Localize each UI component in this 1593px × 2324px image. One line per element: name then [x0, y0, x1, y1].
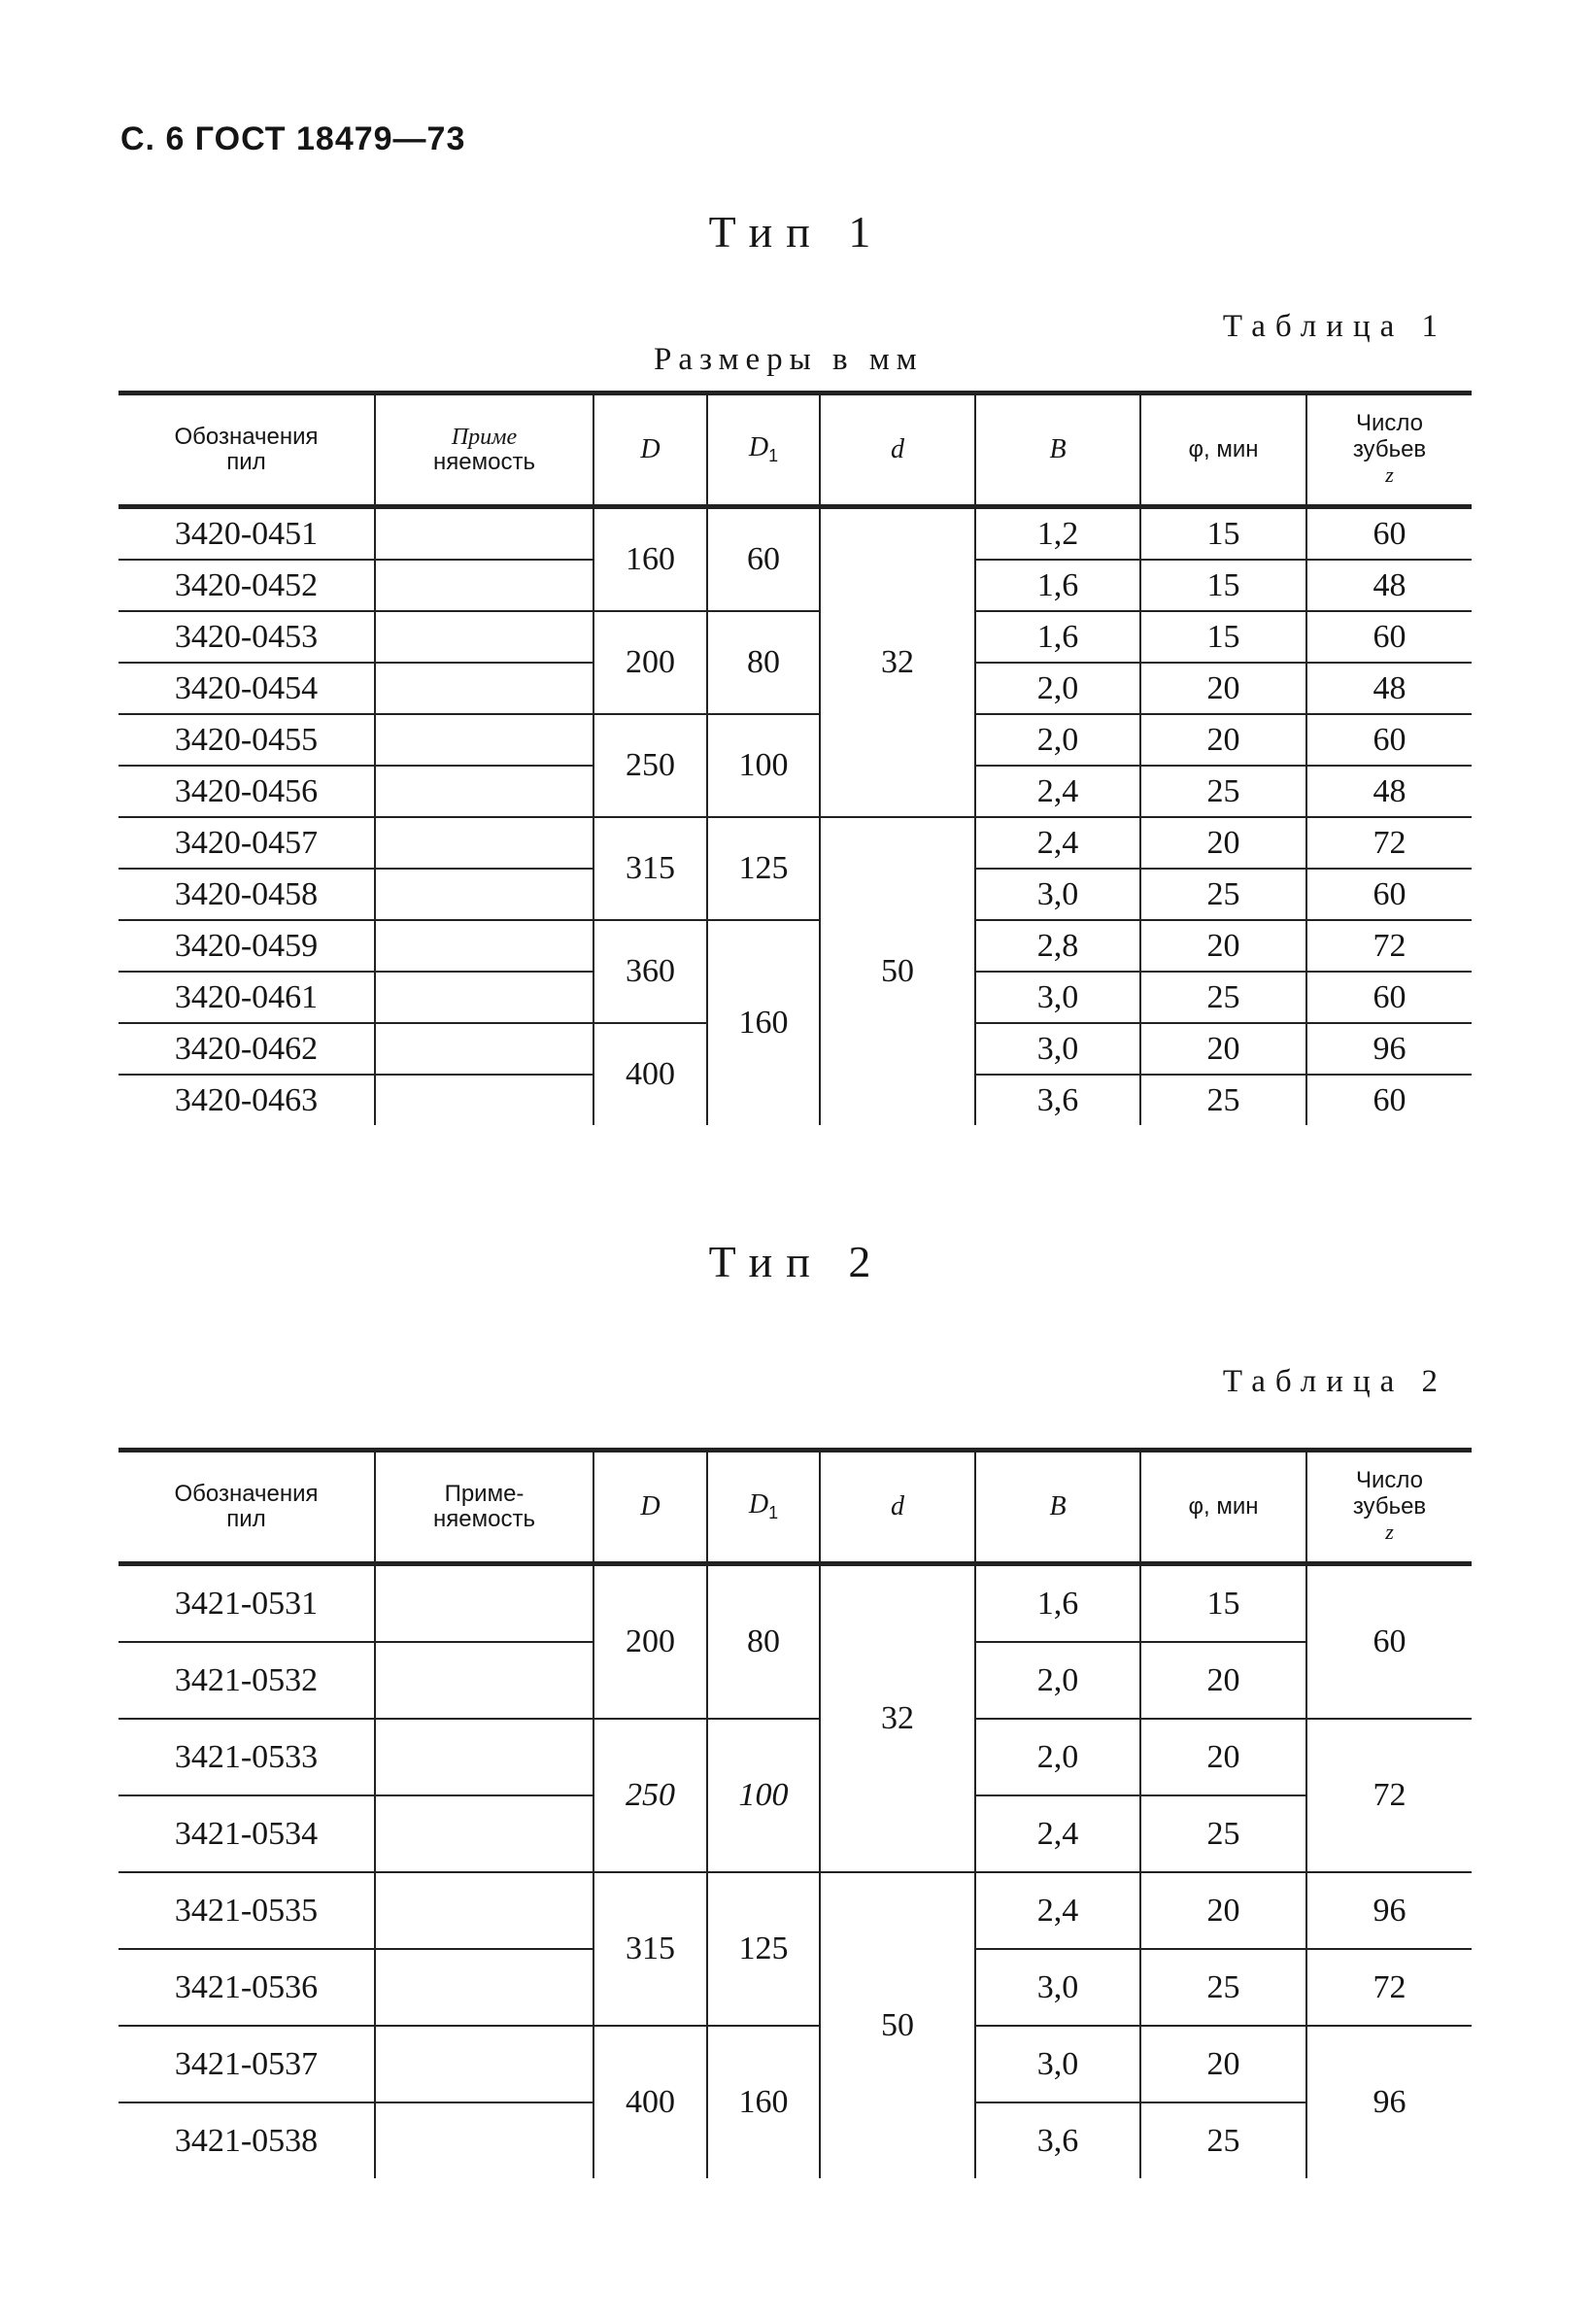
- col-B: B: [975, 393, 1140, 507]
- D-cell: 360: [593, 920, 707, 1023]
- z-cell: 48: [1306, 560, 1472, 611]
- table-row: [119, 611, 1472, 663]
- table-row: [119, 817, 1472, 869]
- D1-cell: 100: [707, 714, 820, 817]
- D1-cell: 80: [707, 611, 820, 714]
- B-cell: 2,0: [975, 1719, 1140, 1795]
- applicability-cell: [375, 766, 593, 817]
- table-1-header-row: [119, 393, 1472, 507]
- applicability-cell: [375, 714, 593, 766]
- applicability-cell: [375, 869, 593, 920]
- z-cell: 60: [1306, 1564, 1472, 1720]
- designation-cell: 3421-0536: [119, 1949, 375, 2026]
- designation-cell: 3421-0537: [119, 2026, 375, 2102]
- B-cell: 2,0: [975, 663, 1140, 714]
- phi-cell: 25: [1140, 1075, 1306, 1125]
- phi-cell: 20: [1140, 1642, 1306, 1719]
- z-cell: 60: [1306, 611, 1472, 663]
- D-cell: 315: [593, 1872, 707, 2026]
- table-row: [119, 1719, 1472, 1795]
- designation-cell: 3421-0535: [119, 1872, 375, 1949]
- D-cell: 250: [593, 714, 707, 817]
- B-cell: 3,0: [975, 869, 1140, 920]
- table-row: [119, 920, 1472, 972]
- col-D: D: [593, 393, 707, 507]
- phi-cell: 15: [1140, 507, 1306, 561]
- applicability-cell: [375, 1075, 593, 1125]
- col-D: D: [593, 1451, 707, 1564]
- designation-cell: 3421-0531: [119, 1564, 375, 1643]
- phi-cell: 25: [1140, 1795, 1306, 1872]
- col-applicability: Приме няемость: [375, 393, 593, 507]
- B-cell: 3,0: [975, 1949, 1140, 2026]
- D-cell: 200: [593, 1564, 707, 1720]
- table-row: [119, 714, 1472, 766]
- designation-cell: 3421-0532: [119, 1642, 375, 1719]
- col-D1: $D_1$: [707, 1451, 820, 1564]
- B-cell: 2,0: [975, 1642, 1140, 1719]
- designation-cell: 3420-0462: [119, 1023, 375, 1075]
- designation-cell: 3420-0456: [119, 766, 375, 817]
- phi-cell: 25: [1140, 2102, 1306, 2178]
- table-2: [119, 1448, 1472, 2178]
- col-designation: Обозначения пил: [174, 423, 319, 475]
- designation-cell: 3420-0455: [119, 714, 375, 766]
- designation-cell: 3420-0459: [119, 920, 375, 972]
- D-cell: 400: [593, 2026, 707, 2178]
- col-phi: φ, мин: [1140, 1451, 1306, 1564]
- applicability-cell: [375, 2026, 593, 2102]
- col-applicability: Приме- няемость: [375, 1451, 593, 1564]
- applicability-cell: [375, 920, 593, 972]
- applicability-cell: [375, 1719, 593, 1795]
- B-cell: 2,4: [975, 1872, 1140, 1949]
- phi-cell: 20: [1140, 1719, 1306, 1795]
- B-cell: 3,0: [975, 972, 1140, 1023]
- table-1: [119, 391, 1472, 1125]
- B-cell: 2,4: [975, 766, 1140, 817]
- D-cell: 400: [593, 1023, 707, 1125]
- table-2-header-row: [119, 1451, 1472, 1564]
- col-d: d: [820, 1451, 975, 1564]
- section-title-type-1: Тип 1: [708, 207, 885, 256]
- B-cell: 2,0: [975, 714, 1140, 766]
- z-cell: 72: [1306, 1719, 1472, 1872]
- B-cell: 2,4: [975, 817, 1140, 869]
- phi-cell: 15: [1140, 1564, 1306, 1643]
- applicability-cell: [375, 1795, 593, 1872]
- table-row: [119, 1872, 1472, 1949]
- designation-cell: 3420-0451: [119, 507, 375, 561]
- z-cell: 60: [1306, 1075, 1472, 1125]
- B-cell: 1,6: [975, 560, 1140, 611]
- phi-cell: 20: [1140, 817, 1306, 869]
- page-header: С. 6 ГОСТ 18479—73: [120, 120, 466, 157]
- designation-cell: 3420-0463: [174, 1081, 319, 1118]
- designation-cell: 3420-0454: [119, 663, 375, 714]
- B-cell: 1,6: [975, 1564, 1140, 1643]
- col-teeth: Число зубьев z: [1306, 393, 1472, 507]
- designation-cell: 3421-0534: [119, 1795, 375, 1872]
- phi-cell: 25: [1140, 972, 1306, 1023]
- z-cell: 60: [1306, 869, 1472, 920]
- designation-cell: 3420-0457: [119, 817, 375, 869]
- D-cell: 200: [593, 611, 707, 714]
- phi-cell: 20: [1140, 663, 1306, 714]
- applicability-cell: [375, 1872, 593, 1949]
- D-cell: 160: [593, 507, 707, 612]
- col-designation: Обозначения пил: [174, 1480, 319, 1532]
- d-cell: 50: [820, 1872, 975, 2178]
- applicability-cell: [375, 817, 593, 869]
- B-cell: 3,0: [975, 1023, 1140, 1075]
- B-cell: 1,2: [975, 507, 1140, 561]
- applicability-cell: [375, 507, 593, 561]
- B-cell: 3,0: [975, 2026, 1140, 2102]
- D1-cell: 160: [707, 920, 820, 1125]
- col-teeth: Число зубьев z: [1306, 1451, 1472, 1564]
- phi-cell: 20: [1140, 920, 1306, 972]
- z-cell: 72: [1306, 920, 1472, 972]
- z-cell: 48: [1306, 766, 1472, 817]
- applicability-cell: [375, 560, 593, 611]
- applicability-cell: [375, 972, 593, 1023]
- phi-cell: 15: [1140, 611, 1306, 663]
- B-cell: 3,6: [975, 2102, 1140, 2178]
- z-cell: 60: [1306, 714, 1472, 766]
- B-cell: 2,4: [975, 1795, 1140, 1872]
- B-cell: 1,6: [975, 611, 1140, 663]
- col-B: B: [975, 1451, 1140, 1564]
- d-cell: 32: [820, 507, 975, 818]
- table-row: [119, 507, 1472, 561]
- applicability-cell: [375, 663, 593, 714]
- designation-cell: 3420-0453: [119, 611, 375, 663]
- z-cell: 96: [1306, 1023, 1472, 1075]
- applicability-cell: [375, 1642, 593, 1719]
- phi-cell: 20: [1140, 2026, 1306, 2102]
- z-cell: 96: [1306, 1872, 1472, 1949]
- col-D1: $D_1$: [707, 393, 820, 507]
- designation-cell: 3420-0461: [119, 972, 375, 1023]
- z-cell: 72: [1306, 1949, 1472, 2026]
- phi-cell: 15: [1140, 560, 1306, 611]
- designation-cell: 3421-0533: [119, 1719, 375, 1795]
- phi-cell: 20: [1140, 1872, 1306, 1949]
- z-cell: 96: [1306, 2026, 1472, 2178]
- col-phi: φ, мин: [1140, 393, 1306, 507]
- d-cell: 32: [820, 1564, 975, 1873]
- z-cell: 60: [1306, 972, 1472, 1023]
- phi-cell: 25: [1140, 1949, 1306, 2026]
- designation-cell: 3420-0452: [119, 560, 375, 611]
- table-row: [119, 1564, 1472, 1643]
- z-cell: 72: [1306, 817, 1472, 869]
- phi-cell: 25: [1140, 869, 1306, 920]
- D-cell: 250: [593, 1719, 707, 1872]
- phi-cell: 25: [1140, 766, 1306, 817]
- applicability-cell: [375, 1949, 593, 2026]
- table-1-label: Таблица 1: [1222, 309, 1447, 344]
- units-note: Размеры в мм: [654, 342, 924, 377]
- table-2-label: Таблица 2: [1222, 1364, 1447, 1399]
- z-cell: 60: [1306, 507, 1472, 561]
- B-cell: 2,8: [975, 920, 1140, 972]
- applicability-cell: [375, 1023, 593, 1075]
- D1-cell: 80: [707, 1564, 820, 1720]
- table-row: [119, 2026, 1472, 2102]
- col-d: d: [820, 393, 975, 507]
- D1-cell: 160: [707, 2026, 820, 2178]
- phi-cell: 20: [1140, 1023, 1306, 1075]
- applicability-cell: [375, 1564, 593, 1643]
- D1-cell: 100: [707, 1719, 820, 1872]
- applicability-cell: [375, 611, 593, 663]
- section-title-type-2: Тип 2: [708, 1237, 885, 1286]
- d-cell: 50: [820, 817, 975, 1125]
- applicability-cell: [375, 2102, 593, 2178]
- D-cell: 315: [593, 817, 707, 920]
- phi-cell: 20: [1140, 714, 1306, 766]
- designation-cell: 3421-0538: [174, 2122, 319, 2159]
- B-cell: 3,6: [975, 1075, 1140, 1125]
- designation-cell: 3420-0458: [119, 869, 375, 920]
- D1-cell: 125: [707, 1872, 820, 2026]
- D1-cell: 125: [707, 817, 820, 920]
- D1-cell: 60: [707, 507, 820, 612]
- z-cell: 48: [1306, 663, 1472, 714]
